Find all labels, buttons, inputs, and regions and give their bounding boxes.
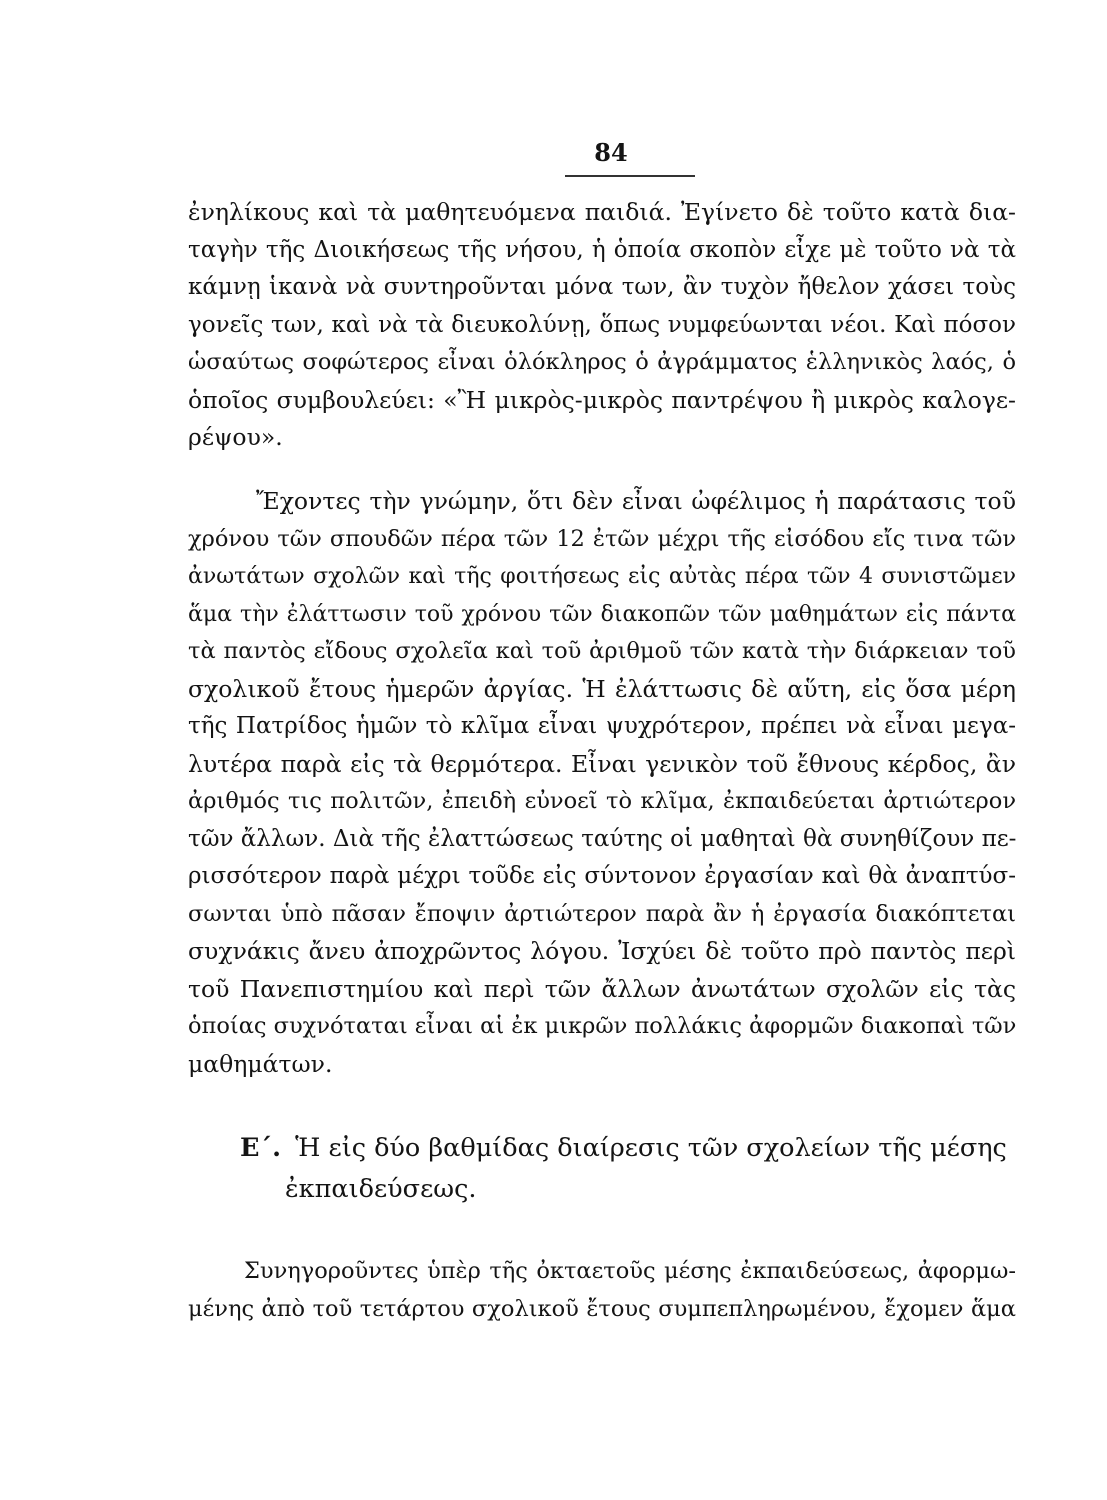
text-line: σωνται ὑπὸ πᾶσαν ἔποψιν ἀρτιώτερον παρὰ ἂν ἡ ἐργασία διακόπτεται bbox=[188, 900, 1016, 927]
text-line: ὁποίας συχνόταται εἶναι αἱ ἐκ μικρῶν πολλάκις ἀφορμῶν διακοπαὶ τῶν bbox=[188, 1013, 1017, 1039]
text-line: γονεῖς των, καὶ νὰ τὰ διευκολύνῃ, ὅπως νυμφεύωνται νέοι. Καὶ πόσον bbox=[188, 311, 1016, 338]
text-line: ἀριθμός τις πολιτῶν, ἐπειδὴ εὐνοεῖ τὸ κλῖμα, ἐκπαιδεύεται ἀρτιώτερον bbox=[188, 788, 1016, 814]
section-heading bbox=[240, 1128, 1016, 1210]
text-line: ρισσότερον παρὰ μέχρι τοῦδε εἰς σύντονον ἐργασίαν καὶ θὰ ἀναπτύσ- bbox=[188, 863, 1016, 889]
page-number: 84 bbox=[594, 138, 628, 167]
text-line: τὰ παντὸς εἴδους σχολεῖα καὶ τοῦ ἀριθμοῦ τῶν κατὰ τὴν διάρκειαν τοῦ bbox=[188, 638, 1016, 664]
paragraph-2 bbox=[188, 483, 1016, 1083]
text-line: τῶν ἄλλων. Διὰ τῆς ἐλαττώσεως ταύτης οἱ μαθηταὶ θὰ συνηθίζουν πε- bbox=[188, 825, 1017, 852]
text-line: λυτέρα παρὰ εἰς τὰ θερμότερα. Εἶναι γενικὸν τοῦ ἔθνους κέρδος, ἂν bbox=[188, 749, 1016, 778]
text-line: κάμνῃ ἱκανὰ νὰ συντηροῦνται μόνα των, ἂν τυχὸν ἤθελον χάσει τοὺς bbox=[188, 274, 1016, 300]
text-line: μένης ἀπὸ τοῦ τετάρτου σχολικοῦ ἔτους συμπεπληρωμένου, ἔχομεν ἅμα bbox=[188, 1295, 1016, 1322]
text-line: Ἔχοντες τὴν γνώμην, ὅτι δὲν εἶναι ὠφέλιμος ἡ παράτασις τοῦ bbox=[256, 487, 1016, 515]
text-line: ὁποῖος συμβουλεύει: «Ἢ μικρὸς-μικρὸς παντρέψου ἢ μικρὸς καλογε- bbox=[188, 385, 1016, 414]
text-line: ρέψου». bbox=[188, 423, 283, 451]
paragraph-3 bbox=[188, 1253, 1016, 1328]
text-line: συχνάκις ἄνευ ἀποχρῶντος λόγου. Ἰσχύει δὲ τοῦτο πρὸ παντὸς περὶ bbox=[188, 937, 1016, 965]
text-line: ἅμα τὴν ἐλάττωσιν τοῦ χρόνου τῶν διακοπῶν τῶν μαθημάτων εἰς πάντα bbox=[188, 601, 1016, 627]
section-number: Ε΄. bbox=[240, 1133, 282, 1163]
text-line: Συνηγοροῦντες ὑπὲρ τῆς ὀκταετοῦς μέσης ἐκπαιδεύσεως, ἀφορμω- bbox=[244, 1258, 1016, 1284]
text-line: τοῦ Πανεπιστημίου καὶ περὶ τῶν ἄλλων ἀνωτάτων σχολῶν εἰς τὰς bbox=[188, 974, 1016, 1003]
text-line: σχολικοῦ ἔτους ἡμερῶν ἀργίας. Ἡ ἐλάττωσις δὲ αὕτη, εἰς ὅσα μέρη bbox=[188, 674, 1016, 703]
text-line: ὡσαύτως σοφώτερος εἶναι ὁλόκληρος ὁ ἀγράμματος ἑλληνικὸς λαός, ὁ bbox=[188, 349, 1016, 375]
text-line: ἀνωτάτων σχολῶν καὶ τῆς φοιτήσεως εἰς αὐτὰς πέρα τῶν 4 συνιστῶμεν bbox=[188, 564, 1016, 589]
text-line: χρόνου τῶν σπουδῶν πέρα τῶν 12 ἐτῶν μέχρι τῆς εἰσόδου εἴς τινα τῶν bbox=[188, 525, 1016, 552]
paragraph-1 bbox=[188, 194, 1016, 457]
header-rule bbox=[565, 175, 695, 177]
heading-line: ἐκπαιδεύσεως. bbox=[285, 1174, 477, 1204]
text-line: ταγὴν τῆς Διοικήσεως τῆς νήσου, ἡ ὁποία σκοπὸν εἶχε μὲ τοῦτο νὰ τὰ bbox=[188, 236, 1016, 263]
text-line: μαθημάτων. bbox=[188, 1049, 333, 1078]
heading-line bbox=[240, 1128, 1016, 1169]
text-line: τῆς Πατρίδος ἡμῶν τὸ κλῖμα εἶναι ψυχρότερον, πρέπει νὰ εἶναι μεγα- bbox=[188, 713, 1016, 739]
text-line: ἐνηλίκους καὶ τὰ μαθητευόμενα παιδιά. Ἐγίνετο δὲ τοῦτο κατὰ δια- bbox=[188, 198, 1016, 226]
heading-text: Ἡ εἰς δύο βαθμίδας διαίρεσις τῶν σχολείων τῆς μέσης bbox=[295, 1133, 1007, 1163]
